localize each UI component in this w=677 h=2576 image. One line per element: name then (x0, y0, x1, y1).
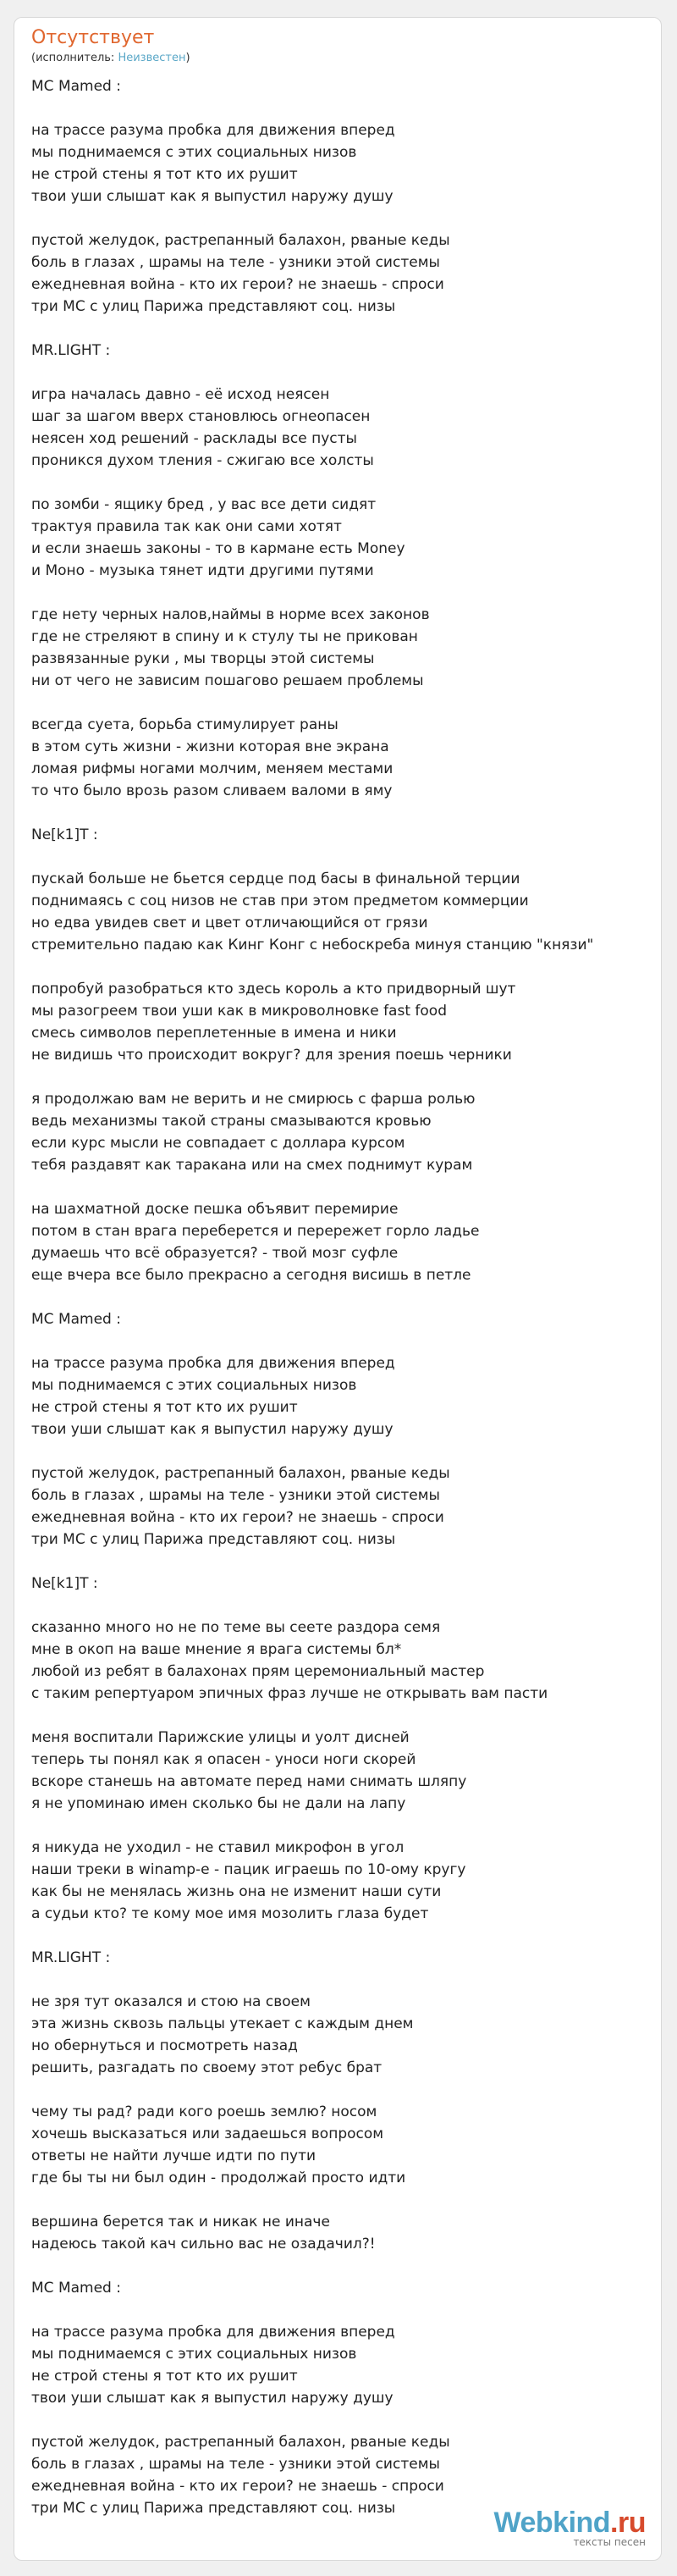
lyrics-line: вершина берется так и никак не иначе (31, 2214, 330, 2231)
lyrics-line: эта жизнь сквозь пальцы утекает с каждым днем (31, 2015, 414, 2032)
lyrics-line: пустой желудок, растрепанный балахон, рваные кеды (31, 1465, 450, 1482)
lyrics-line: MR.LIGHT : (31, 342, 111, 359)
lyrics-stanza (31, 824, 644, 846)
lyrics-line: ломая рифмы ногами молчим, меняем местами (31, 760, 394, 777)
lyrics-line: неясен ход решений - расклады все пусты (31, 430, 357, 447)
lyrics-line: с таким репертуаром эпичных фраз лучше не открывать вам пасти (31, 1685, 548, 1702)
lyrics-line: то что было врозь разом сливаем валоми в яму (31, 782, 393, 799)
lyrics-line: и Моно - музыка тянет идти другими путями (31, 562, 374, 579)
lyrics-line: три МС с улиц Парижа представляют соц. низы (31, 298, 396, 315)
lyrics-line: решить, разгадать по своему этот ребус брат (31, 2059, 383, 2076)
lyrics-line: смесь символов переплетенные в имена и ники (31, 1025, 397, 1042)
lyrics-line: поднимаясь с соц низов не став при этом предметом коммерции (31, 893, 529, 909)
lyrics-line: ни от чего не зависим пошагово решаем проблемы (31, 672, 424, 689)
lyrics-line: чему ты рад? ради кого роешь землю? носом (31, 2103, 377, 2120)
lyrics-line: пускай больше не бьется сердце под басы в финальной терции (31, 871, 520, 887)
lyrics-line: всегда суета, борьба стимулирует раны (31, 716, 338, 733)
lyrics-line: не строй стены я тот кто их рушит (31, 1399, 298, 1416)
lyrics-line: боль в глазах , шрамы на теле - узники этой системы (31, 2456, 440, 2473)
lyrics-line: шаг за шагом вверх становлюсь огнеопасен (31, 408, 371, 425)
lyrics-line: игра началась давно - её исход неясен (31, 386, 330, 403)
lyrics-line: я не упоминаю имен сколько бы не дали на лапу (31, 1795, 406, 1812)
lyrics-line: наши треки в winamp-е - пацик играешь по 10-ому кругу (31, 1861, 466, 1878)
lyrics-line: в этом суть жизни - жизни которая вне экрана (31, 738, 389, 755)
lyrics-stanza (31, 1462, 644, 1551)
lyrics-line: сказанно много но не по теме вы сеете раздора семя (31, 1619, 441, 1636)
lyrics-line: MC Mamed : (31, 78, 121, 95)
lyrics-stanza (31, 714, 644, 802)
lyrics-stanza (31, 2101, 644, 2189)
lyrics-line: развязанные руки , мы творцы этой системы (31, 650, 375, 667)
artist-line (31, 52, 644, 65)
lyrics-stanza (31, 1088, 644, 1176)
lyrics-line: вскоре станешь на автомате перед нами снимать шляпу (31, 1773, 467, 1790)
logo-tagline: тексты песен (573, 2536, 646, 2548)
lyrics-line: но обернуться и посмотреть назад (31, 2037, 298, 2054)
lyrics-stanza (31, 119, 644, 207)
lyrics-body (14, 65, 661, 2519)
lyrics-line: твои уши слышат как я выпустил наружу душу (31, 2390, 394, 2407)
lyrics-stanza (31, 494, 644, 582)
lyrics-line: ведь механизмы такой страны смазываются кровью (31, 1113, 432, 1130)
lyrics-line: где нету черных налов,наймы в норме всех законов (31, 606, 430, 623)
lyrics-line: на трассе разума пробка для движения вперед (31, 1355, 395, 1372)
logo-wordmark (494, 2507, 647, 2538)
lyrics-line: трактуя правила так как они сами хотят (31, 518, 342, 535)
lyrics-line: думаешь что всё образуется? - твой мозг суфле (31, 1245, 399, 1262)
lyrics-line: любой из ребят в балахонах прям церемониальный мастер (31, 1663, 485, 1680)
lyrics-line: где не стреляют в спину и к стулу ты не прикован (31, 628, 418, 645)
lyrics-line: если курс мысли не совпадает с долларa курсом (31, 1135, 405, 1152)
lyrics-line: мы поднимаемся с этих социальных низов (31, 144, 357, 161)
lyrics-stanza (31, 384, 644, 472)
logo-name: Webkind (493, 2507, 611, 2539)
lyrics-stanza (31, 1352, 644, 1440)
lyrics-line: попробуй разобраться кто здесь король а кто придворный шут (31, 981, 516, 998)
lyrics-line: как бы не менялась жизнь она не изменит наши сути (31, 1883, 442, 1900)
lyrics-stanza (31, 604, 644, 692)
lyrics-line: не строй стены я тот кто их рушит (31, 166, 298, 183)
lyrics-line: Ne[k1]T : (31, 1575, 98, 1592)
lyrics-line: надеюсь такой кач сильно вас не озадачил?! (31, 2236, 376, 2253)
lyrics-stanza (31, 1198, 644, 1286)
lyrics-line: ежедневная война - кто их герои? не знаешь - спроси (31, 276, 444, 293)
lyrics-stanza (31, 1991, 644, 2079)
artist-link[interactable]: Неизвестен (118, 52, 186, 64)
lyrics-line: MC Mamed : (31, 1311, 121, 1328)
lyrics-line: твои уши слышат как я выпустил наружу душу (31, 188, 394, 205)
lyrics-line: на трассе разума пробка для движения вперед (31, 122, 395, 139)
lyrics-stanza (31, 75, 644, 97)
lyrics-line: проникся духом тления - сжигаю все холсты (31, 452, 374, 469)
lyrics-line: мне в окоп на ваше мнение я врага системы бл* (31, 1641, 402, 1658)
lyrics-stanza (31, 229, 644, 318)
site-logo[interactable] (494, 2507, 647, 2548)
lyrics-stanza (31, 2321, 644, 2409)
lyrics-line: хочешь высказаться или задаешься вопросом (31, 2125, 384, 2142)
lyrics-line: но едва увидев свет и цвет отличающийся от грязи (31, 915, 428, 931)
song-title: Отсутствует (31, 27, 155, 48)
lyrics-line: пустой желудок, растрепанный балахон, рваные кеды (31, 232, 450, 249)
lyrics-line: я продолжаю вам не верить и не смирюсь с фарша ролью (31, 1091, 476, 1108)
lyrics-line: MC Mamed : (31, 2280, 121, 2297)
lyrics-line: ответы не найти лучше идти по пути (31, 2148, 316, 2164)
lyrics-line: MR.LIGHT : (31, 1949, 111, 1966)
lyrics-line: мы поднимаемся с этих социальных низов (31, 2346, 357, 2363)
lyrics-line: стремительно падаю как Кинг Конг с небоскреба минуя станцию "князи" (31, 937, 594, 954)
lyrics-line: не видишь что происходит вокруг? для зрения поешь черники (31, 1047, 512, 1064)
lyrics-line: три МС с улиц Парижа представляют соц. низы (31, 2500, 396, 2517)
lyrics-line: не зря тут оказался и стою на своем (31, 1993, 311, 2010)
lyrics-line: боль в глазах , шрамы на теле - узники этой системы (31, 254, 440, 271)
lyrics-stanza (31, 978, 644, 1066)
lyrics-stanza (31, 340, 644, 362)
lyrics-line: Ne[k1]T : (31, 826, 98, 843)
lyrics-line: еще вчера все было прекрасно а сегодня висишь в петле (31, 1267, 471, 1284)
lyrics-line: ежедневная война - кто их герои? не знаешь - спроси (31, 1509, 444, 1526)
lyrics-line: три МС с улиц Парижа представляют соц. низы (31, 1531, 396, 1548)
lyrics-line: а судьи кто? те кому мое имя мозолить глаза будет (31, 1905, 429, 1922)
lyrics-stanza (31, 2277, 644, 2299)
lyrics-stanza (31, 2211, 644, 2255)
lyrics-line: не строй стены я тот кто их рушит (31, 2368, 298, 2385)
song-header (14, 18, 661, 65)
lyrics-line: мы разогреем твои уши как в микроволновке fast food (31, 1003, 447, 1020)
lyrics-line: на шахматной доске пешка объявит перемирие (31, 1201, 399, 1218)
lyrics-stanza (31, 1573, 644, 1595)
artist-suffix: ) (185, 52, 190, 64)
lyrics-stanza (31, 1308, 644, 1330)
lyrics-line: тебя раздавят как таракана или на смех поднимут курам (31, 1157, 473, 1174)
lyrics-line: ежедневная война - кто их герои? не знаешь - спроси (31, 2478, 444, 2495)
lyrics-line: боль в глазах , шрамы на теле - узники этой системы (31, 1487, 440, 1504)
artist-prefix: (исполнитель: (31, 52, 118, 64)
lyrics-line: мы поднимаемся с этих социальных низов (31, 1377, 357, 1394)
lyrics-line: теперь ты понял как я опасен - уноси ноги скорей (31, 1751, 416, 1768)
lyrics-line: и если знаешь законы - то в кармане есть Money (31, 540, 405, 557)
lyrics-line: по зомби - ящику бред , у вас все дети сидят (31, 496, 377, 513)
lyrics-stanza (31, 1727, 644, 1815)
lyrics-line: твои уши слышат как я выпустил наружу душу (31, 1421, 394, 1438)
lyrics-stanza (31, 868, 644, 956)
lyrics-line: на трассе разума пробка для движения вперед (31, 2324, 395, 2341)
lyrics-stanza (31, 1947, 644, 1969)
logo-domain: .ru (610, 2507, 646, 2539)
lyrics-page (14, 17, 662, 2561)
lyrics-stanza (31, 1617, 644, 1705)
lyrics-stanza (31, 1837, 644, 1925)
lyrics-line: я никуда не уходил - не ставил микрофон в угол (31, 1839, 405, 1856)
lyrics-line: потом в стан врага переберется и перережет горло ладье (31, 1223, 480, 1240)
lyrics-line: меня воспитали Парижские улицы и уолт дисней (31, 1729, 410, 1746)
lyrics-line: где бы ты ни был один - продолжай просто идти (31, 2170, 406, 2186)
lyrics-line: пустой желудок, растрепанный балахон, рваные кеды (31, 2434, 450, 2451)
